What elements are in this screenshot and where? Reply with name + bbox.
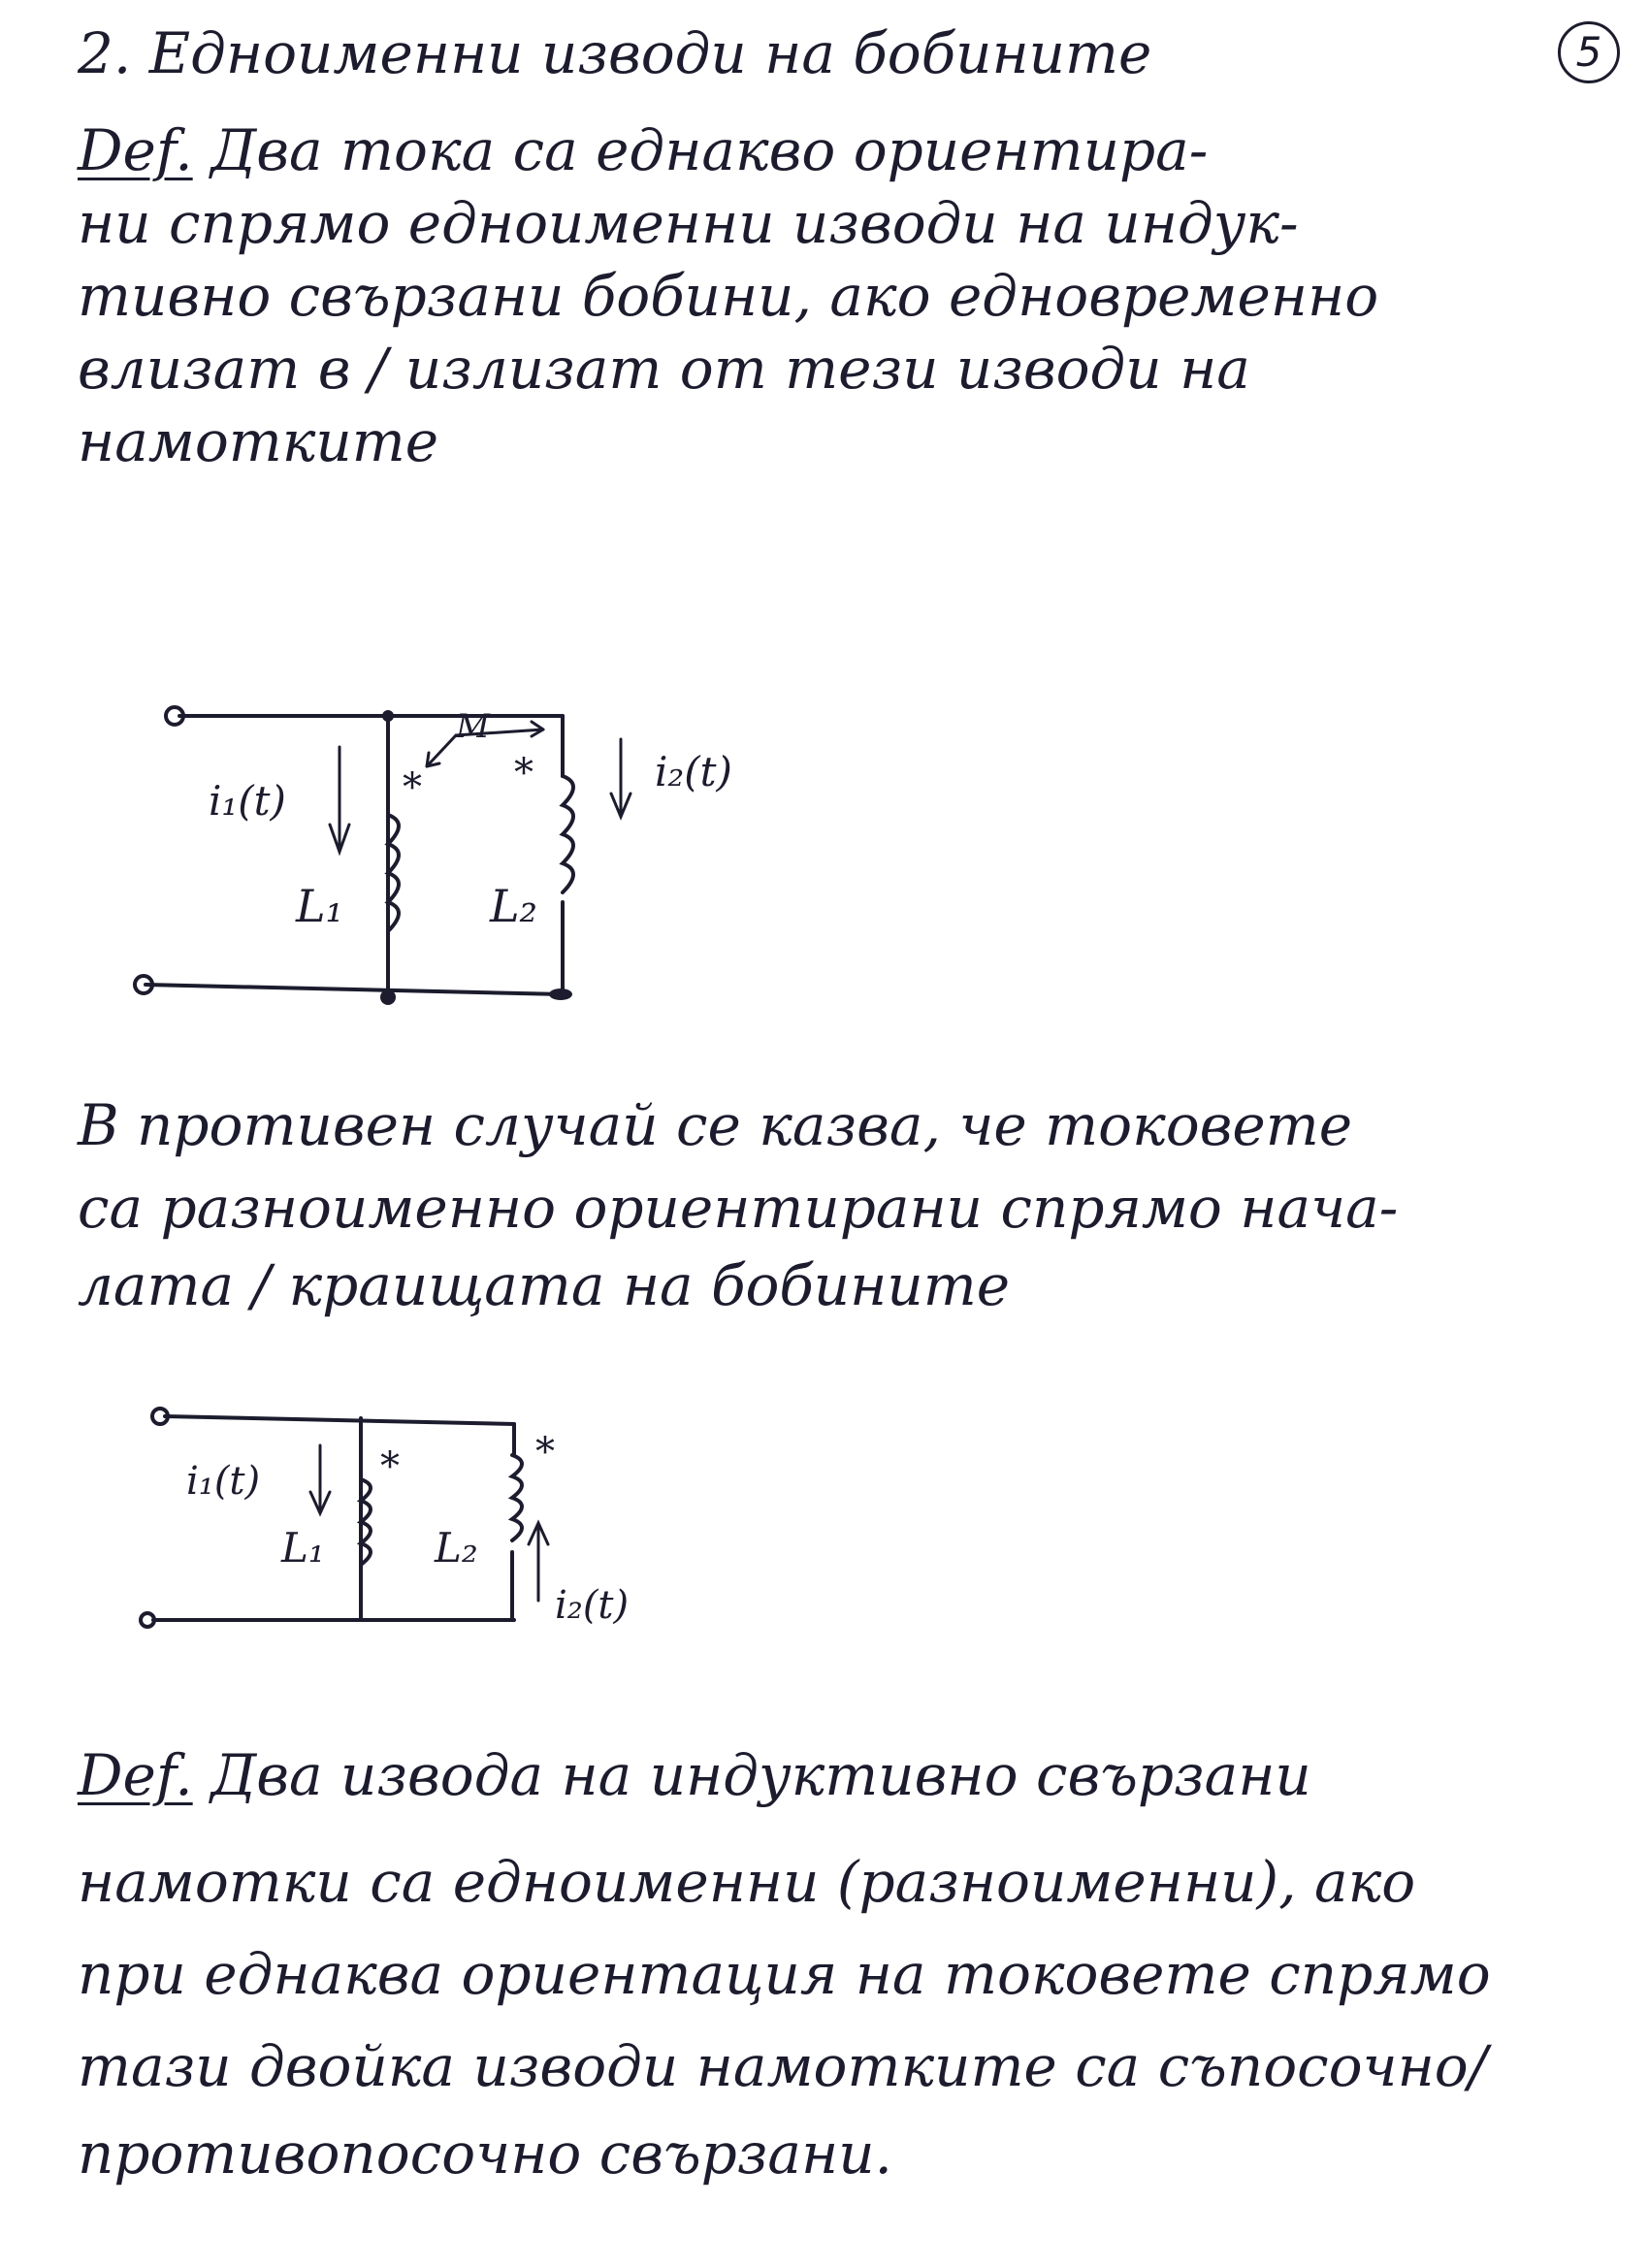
definition-2-line-3: при еднаква ориентация на токовете спрямо (78, 1941, 1491, 2007)
definition-2-line-2: намотки са едноименни (разноименни), ако (78, 1849, 1416, 1915)
label-2-L1: L₁ (281, 1524, 325, 1571)
label-L1: L₁ (296, 880, 343, 932)
definition-2-line-4: тази двойка изводи намотките са съпосочно/ (78, 2033, 1488, 2099)
definition-1-line-2: ни спрямо едноименни изводи на индук- (78, 190, 1299, 256)
paragraph-2-line-3: лата / краищата на бобините (78, 1252, 1011, 1318)
arrow-i2 (611, 739, 630, 817)
star-L2: * (514, 751, 534, 795)
node-bottom-right (549, 988, 572, 1000)
coil-2-L2 (512, 1455, 522, 1540)
label-i2: i₂(t) (655, 748, 732, 795)
label-2-L2: L₂ (435, 1524, 478, 1571)
coil-L2 (563, 776, 573, 892)
label-i1: i₁(t) (209, 777, 286, 825)
label-L2: L₂ (490, 880, 537, 932)
definition-1-text-1: Два тока са еднакво ориентира- (210, 117, 1209, 183)
arrow-2-i2 (529, 1523, 548, 1601)
definition-1-line-5: намотките (78, 408, 439, 474)
paragraph-2-line-2: са разноименно ориентирани спрямо нача- (78, 1175, 1399, 1241)
page-number: 5 (1558, 21, 1620, 83)
star-2-L1: * (380, 1444, 400, 1489)
circuit-2-wires (153, 1416, 514, 1620)
definition-2-label: Def. (78, 1742, 193, 1808)
definition-1-label: Def. (78, 117, 193, 183)
paragraph-2-line-1: В противен случай се казва, че токовете (78, 1092, 1353, 1158)
label-M: M (456, 707, 490, 746)
star-L1: * (403, 765, 422, 810)
definition-2-text-1: Два извода на индуктивно свързани (210, 1742, 1311, 1808)
node-top (382, 710, 394, 722)
arrow-2-i1 (310, 1445, 330, 1513)
definition-1-line-3: тивно свързани бобини, ако едновременно (78, 263, 1379, 329)
section-title: 2. Едноименни изводи на бобините (78, 20, 1152, 86)
label-2-i1: i₁(t) (186, 1459, 261, 1504)
circuit-2-diagram (0, 1387, 776, 1678)
node-bottom-left (380, 989, 396, 1005)
definition-2-line-1 (78, 1741, 1591, 1809)
label-2-i2: i₂(t) (555, 1583, 630, 1628)
definition-1-line-1 (78, 116, 1591, 184)
star-2-L2: * (535, 1430, 555, 1474)
definition-2-line-5: противопосочно свързани. (78, 2121, 892, 2187)
definition-1-line-4: влизат в / излизат от тези изводи на (78, 336, 1250, 402)
circuit-1-wires (146, 716, 563, 999)
circuit-1-diagram (0, 679, 873, 1028)
arrow-i1 (330, 747, 349, 852)
